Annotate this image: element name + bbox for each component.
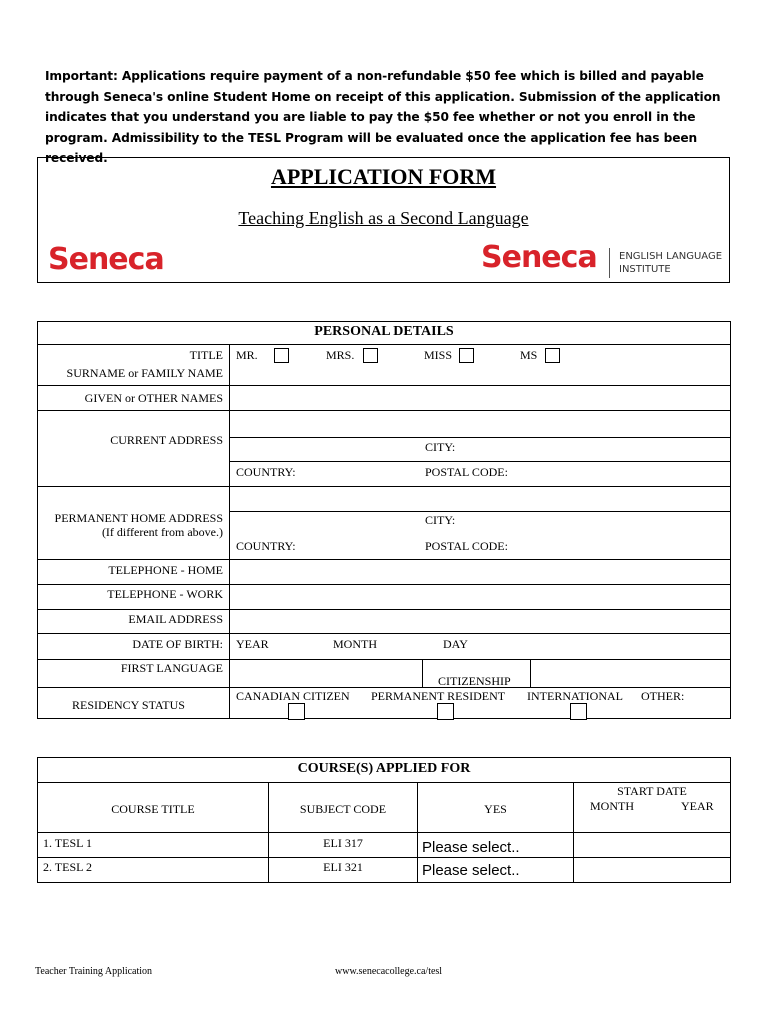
course-title-header: COURSE TITLE	[111, 802, 195, 816]
current-address-field[interactable]	[230, 411, 730, 437]
fee-notice: Important: Applications require payment of a non-refundable $50 fee which is billed and payable through Seneca's online Student Home on receipt of this application. Submission of the application indicates that you understand you are liable to pay the $50 fee whether or not you enroll in the program. Admissibility to the TESL Program will be evaluated once the application fee has been received.	[45, 69, 721, 165]
course-row-2-start-date[interactable]	[574, 858, 730, 882]
tel-work-field[interactable]	[230, 585, 730, 609]
permanent-address-label: PERMANENT HOME ADDRESS	[54, 511, 223, 525]
footer-left: Teacher Training Application	[35, 966, 153, 977]
title-ms-label: MS	[520, 348, 538, 362]
residency-canadian-label: CANADIAN CITIZEN	[236, 689, 350, 703]
form-header	[37, 157, 730, 283]
surname-field[interactable]	[230, 365, 730, 385]
surname-label: SURNAME or FAMILY NAME	[66, 366, 223, 380]
start-month-header: MONTH	[590, 799, 634, 813]
tel-home-label: TELEPHONE - HOME	[108, 563, 223, 577]
current-country-label: COUNTRY:	[236, 465, 296, 479]
dob-label: DATE OF BIRTH:	[132, 637, 223, 651]
dob-year-label: YEAR	[236, 637, 269, 651]
residency-pr-label: PERMANENT RESIDENT	[371, 689, 506, 703]
citizenship-label: CITIZENSHIP	[438, 674, 511, 688]
subject-code-header: SUBJECT CODE	[299, 802, 387, 816]
course-row-2-code: ELI 321	[323, 860, 363, 874]
course-row-1-start-date[interactable]	[574, 833, 730, 857]
course-row-1-code: ELI 317	[323, 836, 363, 850]
title-mr-label: MR.	[236, 348, 258, 362]
title-miss-checkbox[interactable]	[459, 348, 474, 363]
residency-international-label: INTERNATIONAL	[527, 689, 623, 703]
residency-other-label: OTHER:	[641, 689, 685, 703]
first-language-field[interactable]	[230, 660, 421, 687]
citizenship-field[interactable]	[531, 660, 730, 687]
permanent-address-field[interactable]	[230, 487, 730, 511]
courses-heading: COURSE(S) APPLIED FOR	[297, 761, 471, 776]
current-address-label: CURRENT ADDRESS	[110, 433, 223, 447]
eli-line-1: ENGLISH LANGUAGE	[619, 251, 723, 262]
dob-month-label: MONTH	[333, 637, 377, 651]
form-subtitle: Teaching English as a Second Language	[238, 208, 529, 228]
first-language-label: FIRST LANGUAGE	[120, 661, 223, 675]
yes-header: YES	[484, 802, 507, 816]
start-date-header: START DATE	[617, 784, 687, 798]
residency-canadian-checkbox[interactable]	[288, 703, 305, 720]
title-mrs-label: MRS.	[326, 348, 355, 362]
seneca-logo: Seneca	[48, 242, 164, 277]
course-row-2-select[interactable]: Please select..	[422, 862, 520, 879]
current-postal-label: POSTAL CODE:	[425, 465, 508, 479]
title-mr-checkbox[interactable]	[274, 348, 289, 363]
course-row-1-title: 1. TESL 1	[43, 836, 93, 850]
permanent-country-label: COUNTRY:	[236, 539, 296, 553]
email-label: EMAIL ADDRESS	[128, 612, 223, 626]
current-city-label: CITY:	[425, 440, 456, 454]
permanent-postal-label: POSTAL CODE:	[425, 539, 508, 553]
dob-day-label: DAY	[443, 637, 468, 651]
title-mrs-checkbox[interactable]	[363, 348, 378, 363]
form-title: APPLICATION FORM	[270, 164, 497, 189]
title-ms-checkbox[interactable]	[545, 348, 560, 363]
logo-divider	[609, 248, 610, 278]
residency-pr-checkbox[interactable]	[437, 703, 454, 720]
residency-international-checkbox[interactable]	[570, 703, 587, 720]
residency-label: RESIDENCY STATUS	[72, 698, 185, 712]
eli-logo-text	[619, 250, 722, 276]
title-miss-label: MISS	[424, 348, 453, 362]
email-field[interactable]	[230, 610, 730, 633]
permanent-city-label: CITY:	[425, 513, 456, 527]
seneca-eli-logo: Seneca	[481, 240, 597, 275]
tel-home-field[interactable]	[230, 560, 730, 584]
given-names-label: GIVEN or OTHER NAMES	[84, 391, 223, 405]
permanent-address-note: (If different from above.)	[101, 525, 223, 539]
course-row-1-select[interactable]: Please select..	[422, 839, 520, 856]
footer-url[interactable]: www.senecacollege.ca/tesl	[335, 966, 443, 977]
eli-line-2: INSTITUTE	[619, 264, 671, 275]
personal-details-heading: PERSONAL DETAILS	[314, 324, 454, 339]
title-label: TITLE	[189, 348, 223, 362]
start-year-header: YEAR	[681, 799, 714, 813]
given-names-field[interactable]	[230, 386, 730, 410]
course-row-2-title: 2. TESL 2	[43, 860, 93, 874]
tel-work-label: TELEPHONE - WORK	[107, 587, 223, 601]
